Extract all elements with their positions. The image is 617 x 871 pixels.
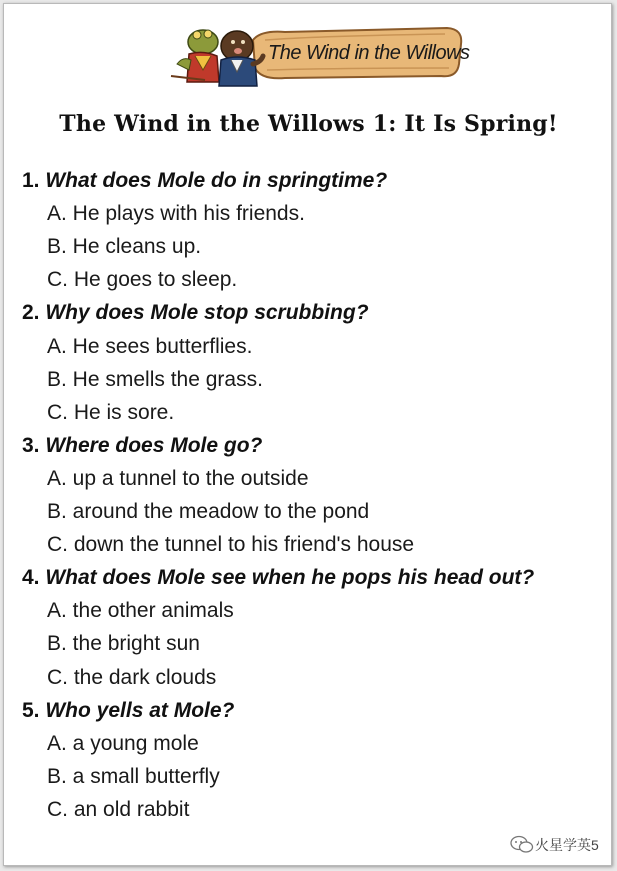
answer-3b: B. around the meadow to the pond	[47, 500, 370, 523]
question-text: Why does Mole stop scrubbing?	[45, 301, 369, 324]
question-text: Who yells at Mole?	[45, 699, 235, 722]
question-number: 1.	[22, 169, 40, 192]
question-4	[22, 566, 534, 590]
question-number: 2.	[22, 301, 40, 324]
question-1	[22, 169, 387, 193]
answer-1a: A. He plays with his friends.	[47, 202, 305, 225]
question-number: 5.	[22, 699, 40, 722]
question-text: What does Mole see when he pops his head out?	[45, 566, 535, 589]
answer-3c: C. down the tunnel to his friend's house	[47, 533, 415, 556]
watermark	[508, 832, 608, 858]
answer-1c: C. He goes to sleep.	[47, 268, 238, 291]
answer-4c: C. the dark clouds	[47, 666, 217, 689]
answer-1b: B. He cleans up.	[47, 235, 202, 258]
answer-5b: B. a small butterfly	[47, 765, 220, 788]
page-title: The Wind in the Willows 1: It Is Spring!	[59, 111, 558, 137]
answer-2a: A. He sees butterflies.	[47, 335, 253, 358]
answer-4a: A. the other animals	[47, 599, 234, 622]
question-text: What does Mole do in springtime?	[45, 169, 388, 192]
answer-2c: C. He is sore.	[47, 401, 175, 424]
question-number: 3.	[22, 434, 40, 457]
logo-title-text: The Wind in the Willows	[268, 42, 470, 64]
watermark-text: 火星学英5	[535, 837, 599, 853]
question-2	[22, 301, 369, 325]
answer-2b: B. He smells the grass.	[47, 368, 263, 391]
question-number: 4.	[22, 566, 40, 589]
question-3	[22, 434, 262, 458]
chat-bubble-icon	[510, 835, 534, 855]
answer-5a: A. a young mole	[47, 732, 199, 755]
answer-3a: A. up a tunnel to the outside	[47, 467, 309, 490]
answer-5c: C. an old rabbit	[47, 798, 190, 821]
question-text: Where does Mole go?	[45, 434, 263, 457]
answer-4b: B. the bright sun	[47, 632, 200, 655]
question-5	[22, 699, 234, 723]
